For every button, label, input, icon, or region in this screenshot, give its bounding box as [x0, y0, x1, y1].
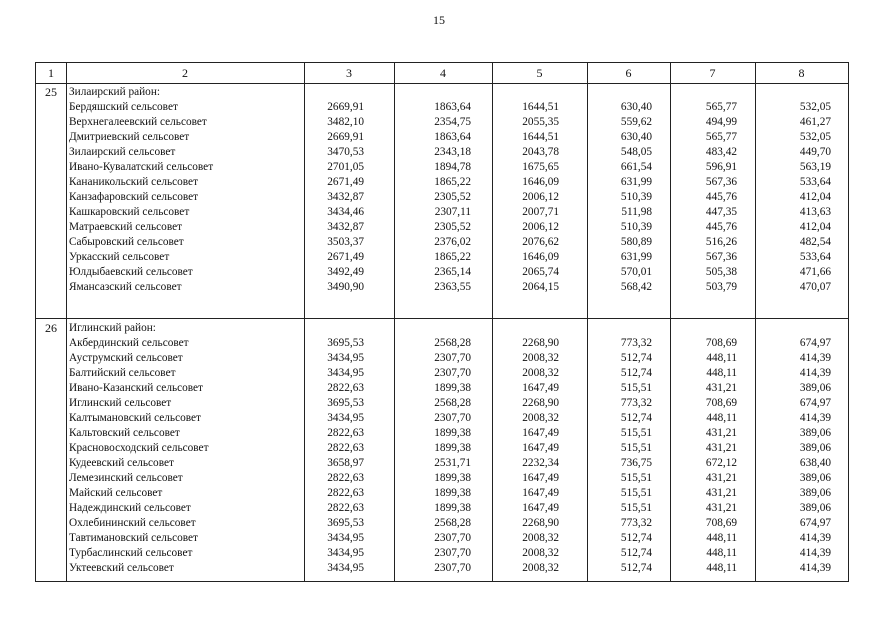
value-cell-col4: 1865,22 — [434, 176, 471, 188]
value-cell-col8: 470,07 — [799, 281, 831, 293]
table-row — [36, 280, 848, 295]
value-cell-col7: 483,42 — [705, 146, 737, 158]
value-cell-col8: 389,06 — [799, 472, 831, 484]
settlement-name: Охлебининский сельсовет — [69, 517, 196, 529]
table-row — [36, 471, 848, 486]
settlement-name: Канзафаровский сельсовет — [69, 191, 199, 203]
value-cell-col5: 1646,09 — [522, 176, 559, 188]
value-cell-col3: 2822,63 — [327, 382, 364, 394]
value-cell-col3: 2822,63 — [327, 427, 364, 439]
value-cell-col8: 563,19 — [799, 161, 831, 173]
settlement-name: Дмитриевский сельсовет — [69, 131, 190, 143]
value-cell-col7: 431,21 — [705, 442, 737, 454]
value-cell-col6: 512,74 — [620, 532, 652, 544]
value-cell-col4: 2305,52 — [434, 191, 471, 203]
value-cell-col7: 448,11 — [706, 547, 737, 559]
value-cell-col3: 2822,63 — [327, 502, 364, 514]
value-cell-col4: 2307,70 — [434, 367, 471, 379]
value-cell-col4: 1894,78 — [434, 161, 471, 173]
value-cell-col6: 630,40 — [620, 131, 652, 143]
value-cell-col6: 631,99 — [620, 251, 652, 263]
value-cell-col4: 2307,11 — [434, 206, 471, 218]
settlement-name: Зилаирский сельсовет — [69, 146, 176, 158]
value-cell-col7: 431,21 — [705, 487, 737, 499]
value-cell-col3: 3695,53 — [327, 517, 364, 529]
header-cell-7: 7 — [709, 66, 716, 80]
value-cell-col3: 2822,63 — [327, 442, 364, 454]
value-cell-col3: 3658,97 — [327, 457, 364, 469]
value-cell-col4: 1899,38 — [434, 487, 471, 499]
value-cell-col5: 2043,78 — [522, 146, 559, 158]
table-row — [36, 351, 848, 366]
value-cell-col6: 512,74 — [620, 367, 652, 379]
value-cell-col4: 1899,38 — [434, 427, 471, 439]
value-cell-col7: 503,79 — [705, 281, 737, 293]
value-cell-col3: 3695,53 — [327, 397, 364, 409]
table-row — [36, 160, 848, 175]
value-cell-col8: 414,39 — [799, 562, 831, 574]
value-cell-col8: 413,63 — [799, 206, 831, 218]
value-cell-col7: 565,77 — [705, 101, 737, 113]
value-cell-col5: 2008,32 — [522, 532, 559, 544]
header-cell-1: 1 — [48, 66, 54, 80]
value-cell-col7: 505,38 — [705, 266, 737, 278]
value-cell-col4: 1899,38 — [434, 472, 471, 484]
table-row — [36, 115, 848, 130]
settlement-name: Ауструмский сельсовет — [69, 352, 183, 364]
value-cell-col6: 515,51 — [620, 502, 652, 514]
table-row — [36, 531, 848, 546]
value-cell-col4: 1865,22 — [434, 251, 471, 263]
value-cell-col7: 431,21 — [705, 427, 737, 439]
value-cell-col5: 1647,49 — [522, 382, 559, 394]
value-cell-col3: 2671,49 — [327, 176, 364, 188]
settlement-name: Уркасский сельсовет — [69, 251, 170, 263]
row-number: 26 — [45, 321, 57, 335]
value-cell-col6: 510,39 — [620, 191, 652, 203]
value-cell-col4: 2354,75 — [434, 116, 471, 128]
value-cell-col8: 389,06 — [799, 502, 831, 514]
value-cell-col8: 532,05 — [799, 131, 831, 143]
settlement-name: Акбердинский сельсовет — [69, 337, 189, 349]
settlement-name: Ивано-Кувалатский сельсовет — [69, 161, 214, 173]
value-cell-col5: 1647,49 — [522, 502, 559, 514]
value-cell-col7: 445,76 — [705, 221, 737, 233]
value-cell-col7: 448,11 — [706, 352, 737, 364]
value-cell-col3: 3503,37 — [327, 236, 364, 248]
table-row — [36, 366, 848, 381]
table-row — [36, 205, 848, 220]
value-cell-col6: 512,74 — [620, 352, 652, 364]
value-cell-col5: 2268,90 — [522, 337, 559, 349]
settlement-name: Кашкаровский сельсовет — [69, 206, 190, 218]
value-cell-col4: 2568,28 — [434, 397, 471, 409]
value-cell-col3: 3434,95 — [327, 367, 364, 379]
district-title: Зилаирский район: — [69, 86, 161, 98]
value-cell-col6: 511,98 — [621, 206, 652, 218]
value-cell-col8: 533,64 — [799, 251, 831, 263]
value-cell-col3: 2669,91 — [327, 131, 364, 143]
value-cell-col8: 674,97 — [799, 517, 831, 529]
table-row — [36, 175, 848, 190]
value-cell-col5: 1646,09 — [522, 251, 559, 263]
value-cell-col5: 1647,49 — [522, 487, 559, 499]
value-cell-col3: 3470,53 — [327, 146, 364, 158]
settlement-name: Юлдыбаевский сельсовет — [69, 266, 193, 278]
value-cell-col5: 2232,34 — [522, 457, 559, 469]
value-cell-col6: 661,54 — [620, 161, 652, 173]
value-cell-col8: 414,39 — [799, 547, 831, 559]
table-row — [36, 145, 848, 160]
value-cell-col8: 414,39 — [799, 352, 831, 364]
settlement-name: Уктеевский сельсовет — [69, 562, 174, 574]
value-cell-col4: 1863,64 — [434, 131, 471, 143]
value-cell-col5: 2065,74 — [522, 266, 559, 278]
value-cell-col5: 2076,62 — [522, 236, 559, 248]
value-cell-col5: 1644,51 — [522, 131, 559, 143]
settlement-name: Матраевский сельсовет — [69, 221, 183, 233]
value-cell-col5: 2008,32 — [522, 367, 559, 379]
table-row — [36, 190, 848, 205]
value-cell-col4: 2365,14 — [434, 266, 471, 278]
table-row — [36, 100, 848, 115]
value-cell-col8: 638,40 — [799, 457, 831, 469]
settlement-name: Балтийский сельсовет — [69, 367, 176, 379]
value-cell-col7: 448,11 — [706, 412, 737, 424]
value-cell-col7: 516,26 — [705, 236, 737, 248]
value-cell-col5: 2008,32 — [522, 562, 559, 574]
table-row — [36, 396, 848, 411]
value-cell-col4: 2307,70 — [434, 532, 471, 544]
value-cell-col6: 773,32 — [620, 337, 652, 349]
value-cell-col6: 512,74 — [620, 412, 652, 424]
value-cell-col8: 482,54 — [799, 236, 831, 248]
value-cell-col6: 630,40 — [620, 101, 652, 113]
value-cell-col3: 3434,95 — [327, 532, 364, 544]
value-cell-col4: 1863,64 — [434, 101, 471, 113]
value-cell-col7: 708,69 — [705, 337, 737, 349]
value-cell-col7: 565,77 — [705, 131, 737, 143]
value-cell-col3: 3695,53 — [327, 337, 364, 349]
value-cell-col7: 448,11 — [706, 562, 737, 574]
settlement-name: Лемезинский сельсовет — [69, 472, 183, 484]
value-cell-col4: 2531,71 — [434, 457, 471, 469]
value-cell-col7: 596,91 — [705, 161, 737, 173]
header-cell-2: 2 — [182, 66, 188, 80]
value-cell-col6: 512,74 — [620, 547, 652, 559]
data-table — [35, 62, 849, 582]
value-cell-col7: 431,21 — [705, 472, 737, 484]
value-cell-col8: 674,97 — [799, 397, 831, 409]
table-row — [36, 486, 848, 501]
value-cell-col6: 773,32 — [620, 397, 652, 409]
table-row — [36, 336, 848, 351]
value-cell-col3: 3434,95 — [327, 412, 364, 424]
value-cell-col3: 3432,87 — [327, 191, 364, 203]
table-row — [36, 561, 848, 576]
value-cell-col5: 2064,15 — [522, 281, 559, 293]
value-cell-col7: 708,69 — [705, 517, 737, 529]
header-cell-8: 8 — [798, 66, 805, 80]
district-header-row — [36, 321, 848, 336]
settlement-name: Кальтовский сельсовет — [69, 427, 180, 439]
value-cell-col3: 2701,05 — [327, 161, 364, 173]
value-cell-col4: 2305,52 — [434, 221, 471, 233]
value-cell-col3: 2669,91 — [327, 101, 364, 113]
settlement-name: Кудеевский сельсовет — [69, 457, 174, 469]
value-cell-col8: 461,27 — [799, 116, 831, 128]
settlement-name: Калтымановский сельсовет — [69, 412, 201, 424]
value-cell-col3: 2822,63 — [327, 487, 364, 499]
value-cell-col7: 445,76 — [705, 191, 737, 203]
settlement-name: Бердяшский сельсовет — [69, 101, 178, 113]
table-row — [36, 426, 848, 441]
value-cell-col7: 448,11 — [706, 367, 737, 379]
header-cell-6: 6 — [625, 66, 632, 80]
table-row — [36, 456, 848, 471]
value-cell-col7: 672,12 — [705, 457, 737, 469]
value-cell-col4: 1899,38 — [434, 382, 471, 394]
district-section — [36, 321, 848, 576]
settlement-name: Верхнегалеевский сельсовет — [69, 116, 207, 128]
value-cell-col6: 580,89 — [620, 236, 652, 248]
table-row — [36, 220, 848, 235]
value-cell-col6: 568,42 — [620, 281, 652, 293]
table-row — [36, 516, 848, 531]
value-cell-col8: 389,06 — [799, 442, 831, 454]
value-cell-col4: 2307,70 — [434, 547, 471, 559]
value-cell-col5: 2006,12 — [522, 221, 559, 233]
value-cell-col3: 3434,95 — [327, 562, 364, 574]
value-cell-col6: 515,51 — [620, 487, 652, 499]
value-cell-col8: 414,39 — [799, 532, 831, 544]
settlement-name: Красновосходский сельсовет — [69, 442, 209, 454]
value-cell-col5: 2008,32 — [522, 352, 559, 364]
value-cell-col3: 3482,10 — [327, 116, 364, 128]
value-cell-col6: 515,51 — [620, 427, 652, 439]
header-cell-3: 3 — [346, 66, 352, 80]
value-cell-col8: 389,06 — [799, 427, 831, 439]
header-divider — [36, 83, 848, 84]
value-cell-col4: 2307,70 — [434, 412, 471, 424]
value-cell-col8: 414,39 — [799, 412, 831, 424]
district-header-row — [36, 85, 848, 100]
value-cell-col3: 3434,46 — [327, 206, 364, 218]
table-row — [36, 250, 848, 265]
settlement-name: Сабыровский сельсовет — [69, 236, 184, 248]
value-cell-col3: 3490,90 — [327, 281, 364, 293]
page-number: 15 — [433, 13, 445, 27]
value-cell-col5: 1644,51 — [522, 101, 559, 113]
value-cell-col5: 2007,71 — [522, 206, 559, 218]
value-cell-col5: 1647,49 — [522, 427, 559, 439]
value-cell-col4: 1899,38 — [434, 442, 471, 454]
value-cell-col5: 1675,65 — [522, 161, 559, 173]
value-cell-col6: 512,74 — [620, 562, 652, 574]
value-cell-col6: 570,01 — [620, 266, 652, 278]
district-section — [36, 85, 848, 295]
value-cell-col4: 2376,02 — [434, 236, 471, 248]
value-cell-col6: 515,51 — [620, 472, 652, 484]
settlement-name: Иглинский сельсовет — [69, 397, 172, 409]
value-cell-col4: 2343,18 — [434, 146, 471, 158]
value-cell-col7: 448,11 — [706, 532, 737, 544]
table-row — [36, 411, 848, 426]
value-cell-col7: 567,36 — [705, 176, 737, 188]
value-cell-col5: 2006,12 — [522, 191, 559, 203]
settlement-name: Ямансазский сельсовет — [69, 281, 182, 293]
header-cell-5: 5 — [536, 66, 543, 80]
value-cell-col5: 1647,49 — [522, 442, 559, 454]
header-cell-4: 4 — [440, 66, 446, 80]
value-cell-col5: 2008,32 — [522, 547, 559, 559]
value-cell-col3: 3434,95 — [327, 352, 364, 364]
table-row — [36, 235, 848, 250]
value-cell-col6: 631,99 — [620, 176, 652, 188]
value-cell-col5: 2268,90 — [522, 397, 559, 409]
value-cell-col5: 2055,35 — [522, 116, 559, 128]
value-cell-col7: 447,35 — [705, 206, 737, 218]
value-cell-col8: 533,64 — [799, 176, 831, 188]
table-row — [36, 130, 848, 145]
value-cell-col6: 548,05 — [620, 146, 652, 158]
value-cell-col8: 389,06 — [799, 487, 831, 499]
table-row — [36, 265, 848, 280]
settlement-name: Майский сельсовет — [69, 487, 163, 499]
value-cell-col4: 1899,38 — [434, 502, 471, 514]
value-cell-col6: 559,62 — [620, 116, 652, 128]
value-cell-col8: 449,70 — [799, 146, 831, 158]
settlement-name: Кананикольский сельсовет — [69, 176, 199, 188]
value-cell-col7: 431,21 — [705, 382, 737, 394]
value-cell-col4: 2307,70 — [434, 562, 471, 574]
value-cell-col8: 389,06 — [799, 382, 831, 394]
settlement-name: Ивано-Казанский сельсовет — [69, 382, 203, 394]
value-cell-col7: 567,36 — [705, 251, 737, 263]
value-cell-col6: 510,39 — [620, 221, 652, 233]
value-cell-col8: 414,39 — [799, 367, 831, 379]
settlement-name: Турбаслинский сельсовет — [69, 547, 193, 559]
value-cell-col4: 2568,28 — [434, 337, 471, 349]
value-cell-col5: 2268,90 — [522, 517, 559, 529]
value-cell-col3: 2822,63 — [327, 472, 364, 484]
table-row — [36, 501, 848, 516]
value-cell-col4: 2568,28 — [434, 517, 471, 529]
settlement-name: Надеждинский сельсовет — [69, 502, 191, 514]
value-cell-col8: 412,04 — [799, 221, 831, 233]
value-cell-col8: 532,05 — [799, 101, 831, 113]
value-cell-col3: 2671,49 — [327, 251, 364, 263]
table-row — [36, 441, 848, 456]
value-cell-col6: 736,75 — [620, 457, 652, 469]
value-cell-col5: 1647,49 — [522, 472, 559, 484]
value-cell-col8: 674,97 — [799, 337, 831, 349]
value-cell-col6: 773,32 — [620, 517, 652, 529]
row-number: 25 — [45, 85, 57, 99]
value-cell-col4: 2307,70 — [434, 352, 471, 364]
value-cell-col7: 708,69 — [705, 397, 737, 409]
value-cell-col4: 2363,55 — [434, 281, 471, 293]
table-row — [36, 381, 848, 396]
district-title: Иглинский район: — [69, 322, 156, 334]
value-cell-col8: 471,66 — [799, 266, 831, 278]
value-cell-col6: 515,51 — [620, 382, 652, 394]
section-divider — [36, 318, 848, 319]
value-cell-col7: 431,21 — [705, 502, 737, 514]
value-cell-col8: 412,04 — [799, 191, 831, 203]
value-cell-col3: 3434,95 — [327, 547, 364, 559]
value-cell-col3: 3492,49 — [327, 266, 364, 278]
value-cell-col7: 494,99 — [705, 116, 737, 128]
value-cell-col5: 2008,32 — [522, 412, 559, 424]
value-cell-col3: 3432,87 — [327, 221, 364, 233]
settlement-name: Тавтимановский сельсовет — [69, 532, 198, 544]
value-cell-col6: 515,51 — [620, 442, 652, 454]
table-row — [36, 546, 848, 561]
